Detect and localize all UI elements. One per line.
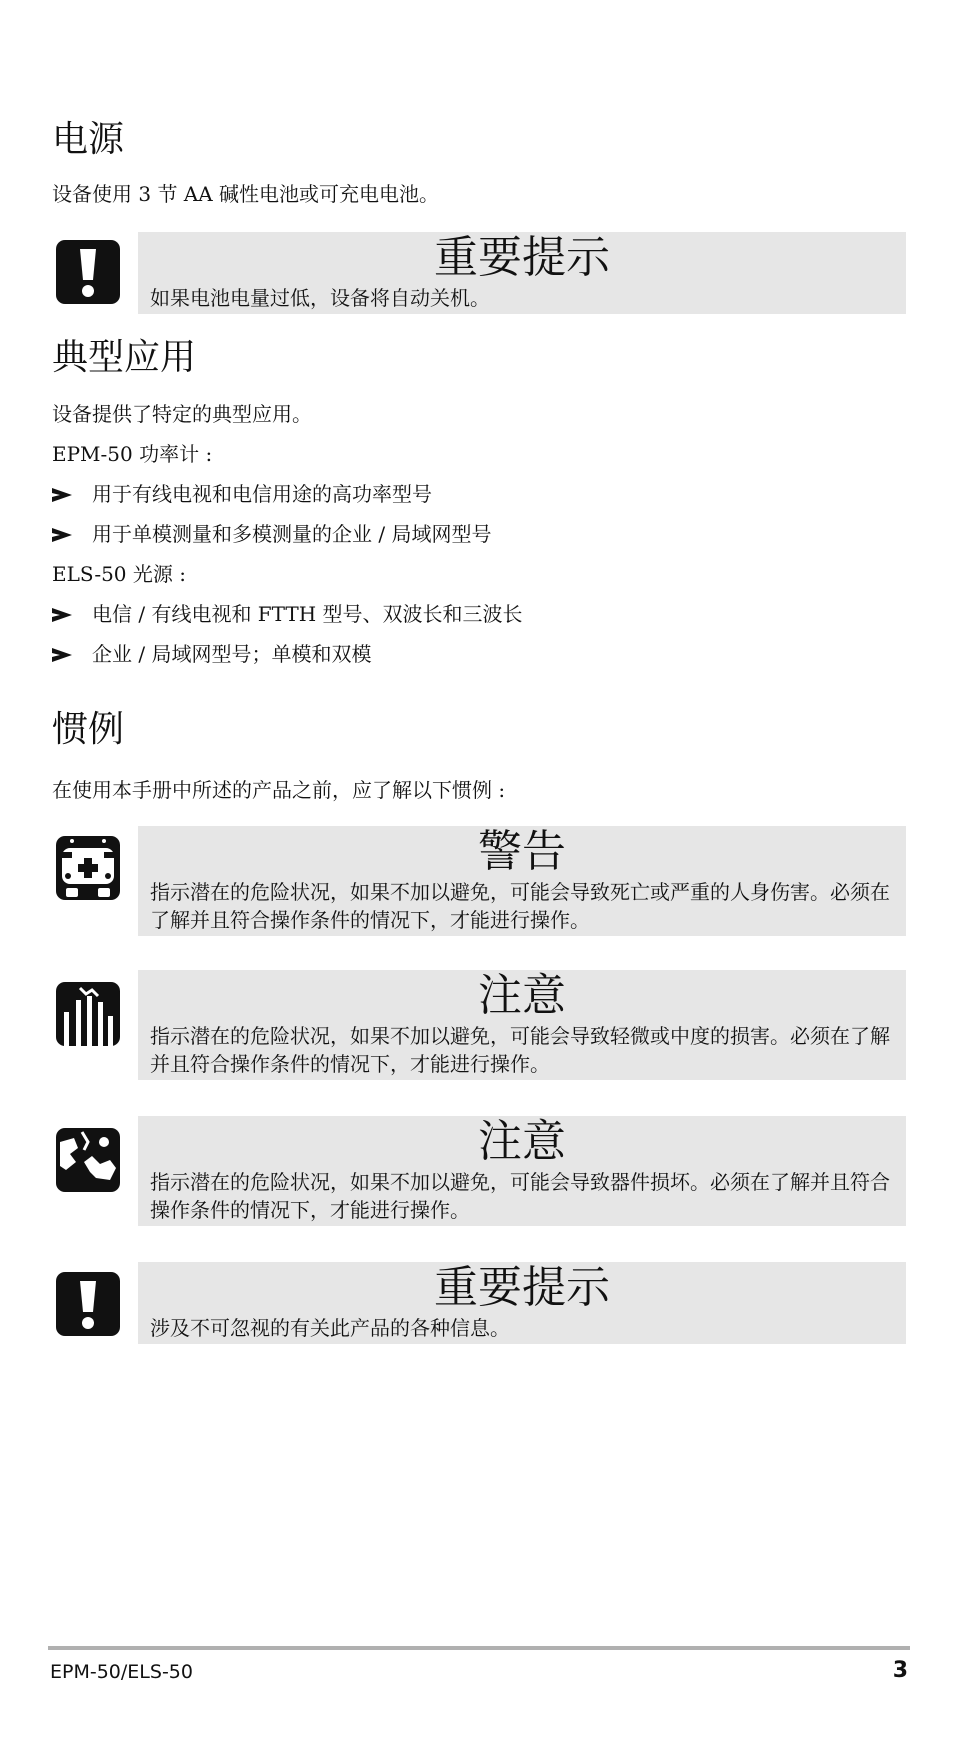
footer-divider — [48, 1646, 910, 1650]
injured-hand-caution-icon — [56, 982, 120, 1046]
notice-body: 涉及不可忽视的有关此产品的各种信息。 — [150, 1316, 510, 1340]
conventions-intro: 在使用本手册中所述的产品之前，应了解以下惯例 : — [52, 778, 506, 802]
warning-notice — [138, 826, 906, 936]
arrow-bullet-icon — [52, 488, 72, 502]
power-text: 设备使用 3 节 AA 碱性电池或可充电电池。 — [52, 182, 440, 206]
power-heading: 电源 — [52, 119, 125, 160]
notice-title: 注意 — [478, 970, 566, 1021]
ambulance-warning-icon — [56, 836, 120, 900]
notice-title: 重要提示 — [434, 232, 610, 283]
important-info-notice — [138, 1262, 906, 1344]
notice-body: 指示潜在的危险状况，如果不加以避免，可能会导致器件损坏。必须在了解并且符合操作条件的情况下，才能进行操作。 — [150, 1170, 890, 1222]
notice-body: 如果电池电量过低，设备将自动关机。 — [150, 286, 490, 310]
notice-body: 指示潜在的危险状况，如果不加以避免，可能会导致轻微或中度的损害。必须在了解并且符合操作条件的情况下，才能进行操作。 — [150, 1024, 890, 1076]
footer-product-name: EPM-50/ELS-50 — [50, 1661, 193, 1683]
conventions-heading: 惯例 — [52, 709, 125, 750]
caution-injury-notice — [138, 970, 906, 1080]
caution-damage-notice — [138, 1116, 906, 1226]
arrow-bullet-icon — [52, 608, 72, 622]
document-page: 电源 设备使用 3 节 AA 碱性电池或可充电电池。 重要提示 如果电池电量过低，设备将自动关机。 典型应用 设备提供了特定的典型应用。 EPM-50 功率计 : 用于有线电视和电信用途的高功率型号 用于单模测量和多模测量的企业 / 局域网型号 ELS-50 光源 : 电信 / 有线电视和 FTTH 型号、双波长和三波长 企业 / 局域网型号；单模和双模 惯例 在使用本手册中所述的产品之前，应了解以下惯例 : 警告 指示潜在的危险状况，如果不加以避免，可能会导致死亡或严重的人身伤害。必须在了解并且符合操作条件的情况下，才能进行操作。 注意 指示潜在的危险状况，如果不加以避免，可能会导致轻微或中度的损害。必须在了解并且符合操作条件的情况下，才能进行操作。 注意 指示潜在的危险状况，如果不加以避免，可能会导致器件损坏。必须在了解并且符合操作条件的情况下，才能进行操作。 重要提示 涉及不可忽视的有关此产品的各种信息。 EPM-50/ELS-50 3 — [50, 119, 908, 1683]
notice-title: 注意 — [478, 1116, 566, 1167]
arrow-bullet-icon — [52, 648, 72, 662]
arrow-bullet-icon — [52, 528, 72, 542]
broken-gear-caution-icon — [56, 1128, 120, 1192]
epm-label: EPM-50 功率计 : — [52, 442, 213, 466]
important-exclamation-icon — [56, 240, 120, 304]
page-number: 3 — [892, 1658, 908, 1683]
notice-title: 重要提示 — [434, 1262, 610, 1313]
important-exclamation-icon — [56, 1272, 120, 1336]
notice-body: 指示潜在的危险状况，如果不加以避免，可能会导致死亡或严重的人身伤害。必须在了解并且符合操作条件的情况下，才能进行操作。 — [150, 880, 890, 932]
applications-intro: 设备提供了特定的典型应用。 — [52, 402, 312, 426]
notice-title: 警告 — [478, 826, 566, 877]
applications-heading: 典型应用 — [52, 337, 197, 378]
power-important-notice — [138, 232, 906, 314]
els-label: ELS-50 光源 : — [52, 562, 186, 586]
